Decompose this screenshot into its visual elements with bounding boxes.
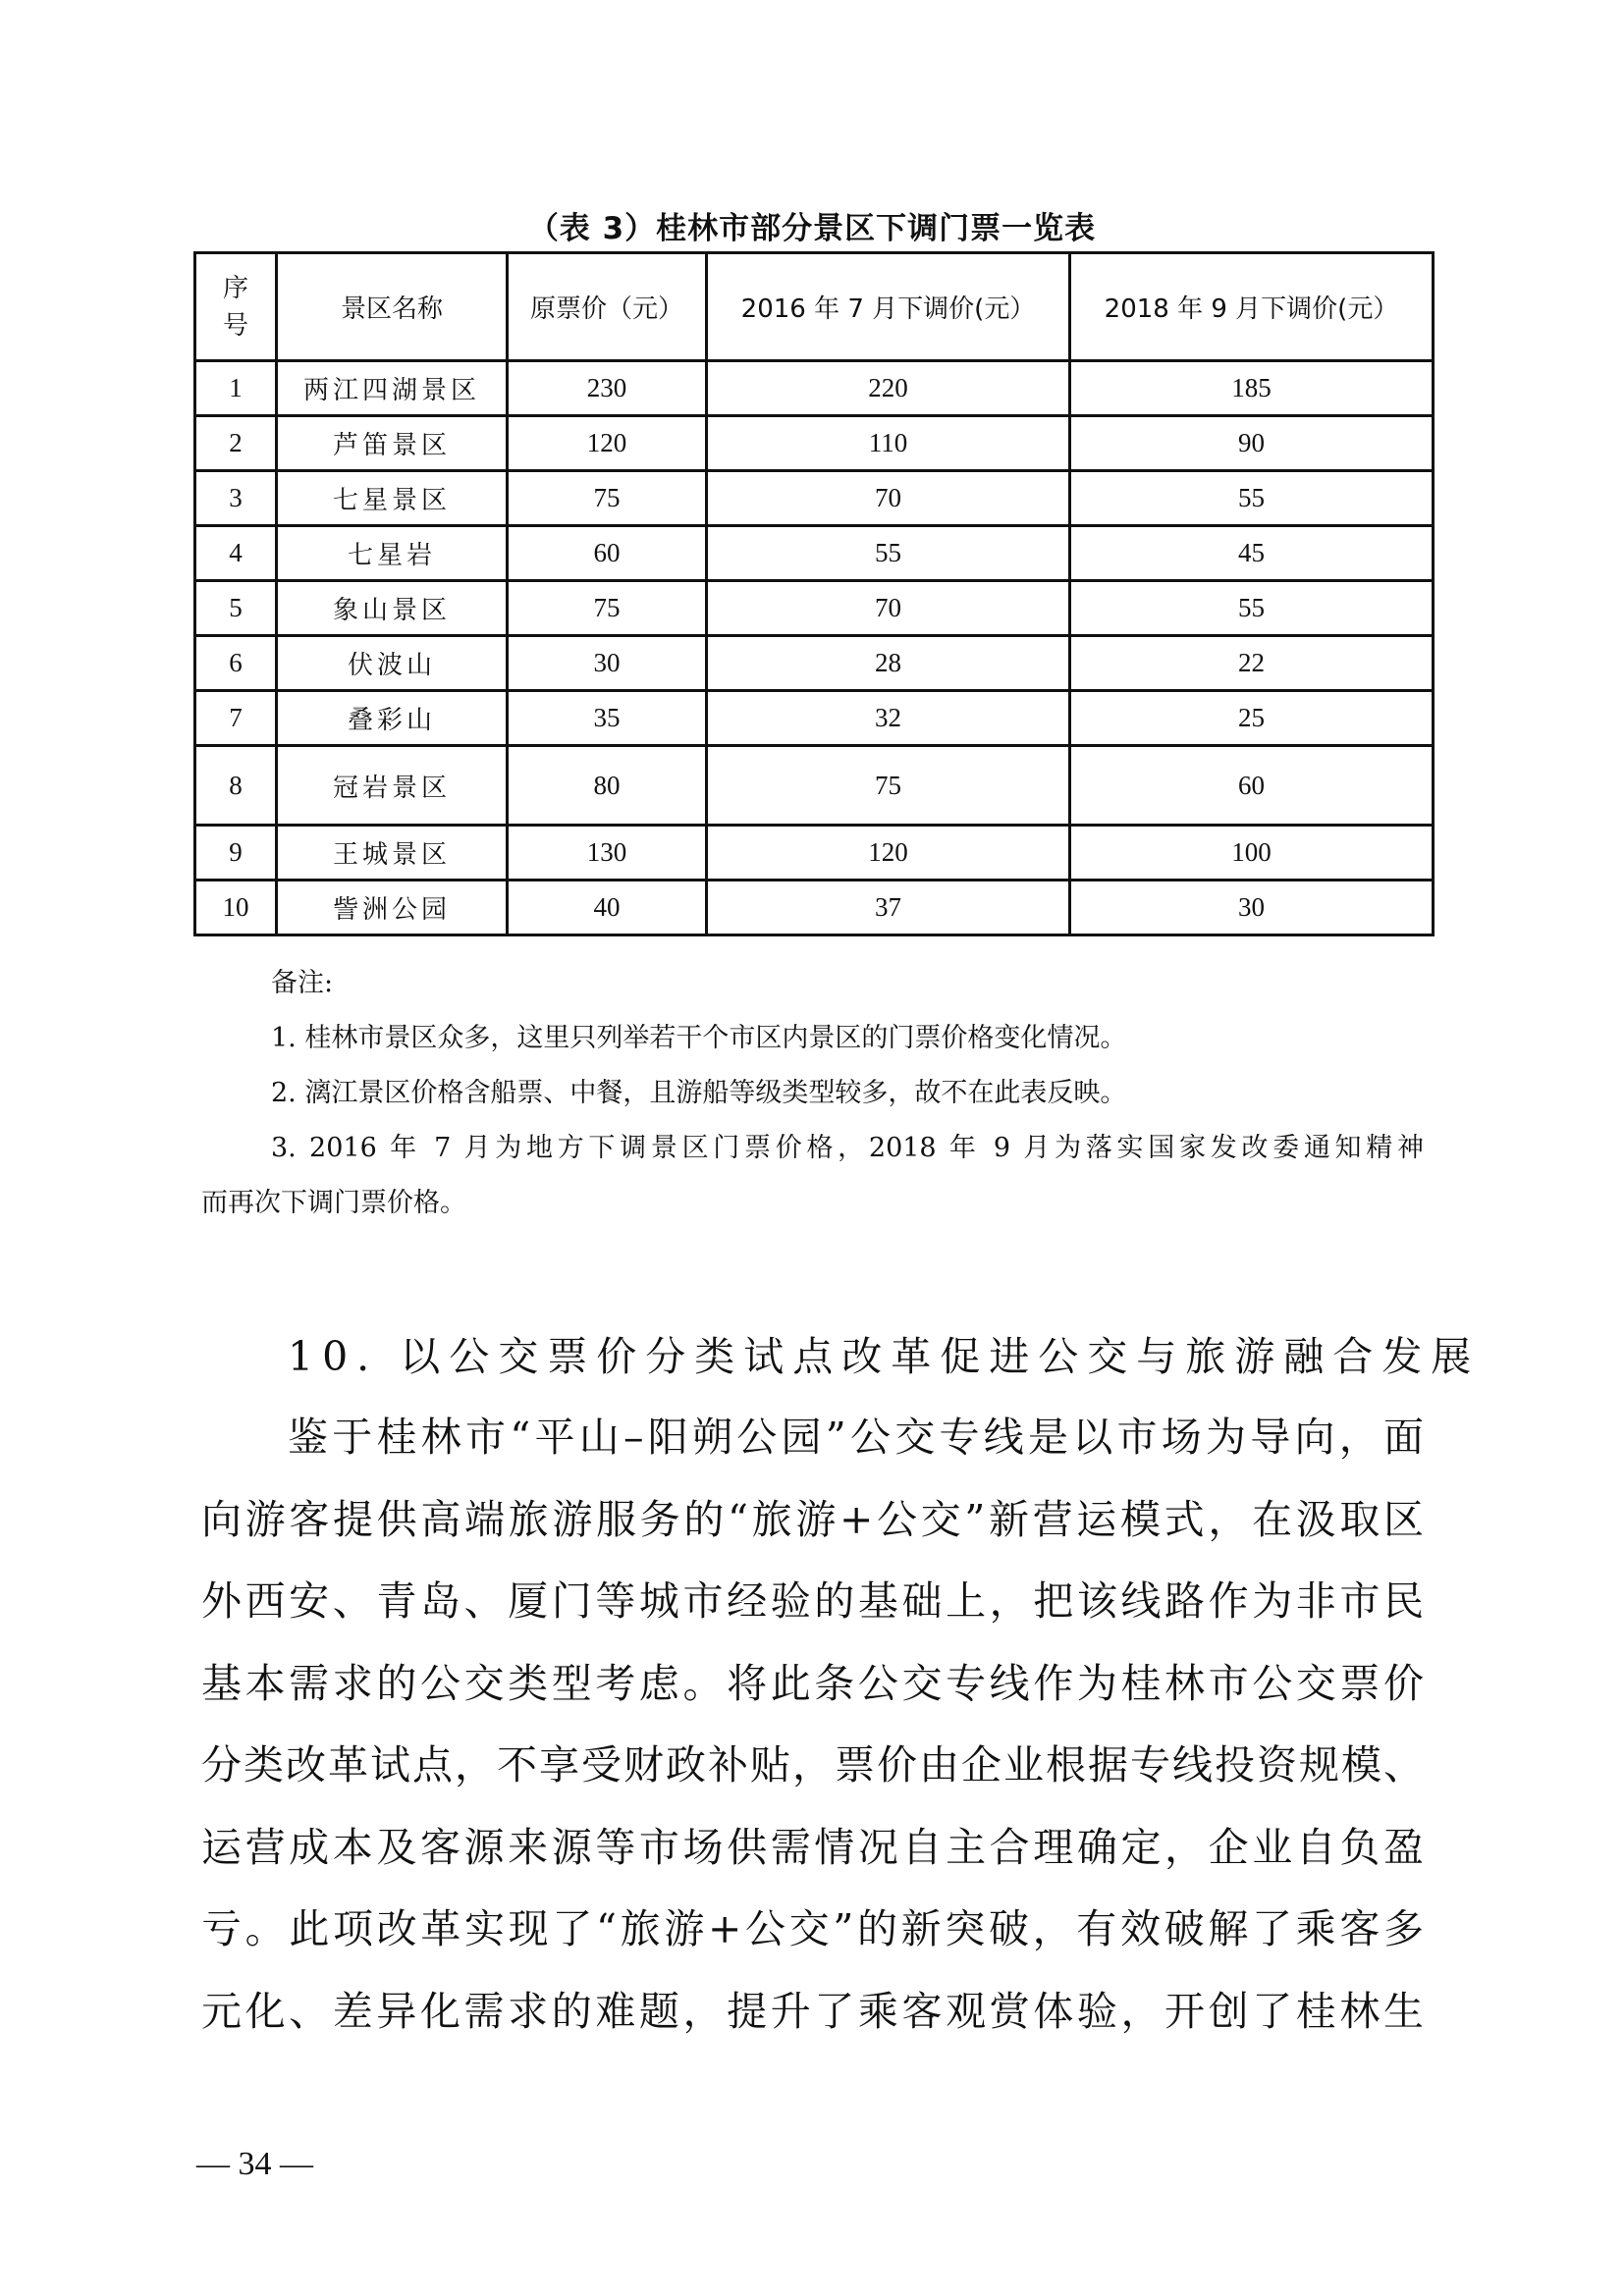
cell-sep2018-price: 185 xyxy=(1070,361,1434,416)
notes xyxy=(201,956,1424,1231)
table-row xyxy=(195,361,1434,416)
cell-jul2016-price: 75 xyxy=(707,746,1070,826)
cell-scenic-name: 王城景区 xyxy=(277,826,508,881)
header-sep2018-price: 2018 年 9 月下调价(元） xyxy=(1070,253,1434,361)
cell-seq: 2 xyxy=(195,416,277,471)
table-row xyxy=(195,881,1434,935)
table-row xyxy=(195,581,1434,636)
page-number: — 34 — xyxy=(196,2146,313,2182)
cell-seq: 6 xyxy=(195,636,277,691)
paragraph-line: 分类改革试点，不享受财政补贴，票价由企业根据专线投资规模、 xyxy=(201,1741,1424,1789)
cell-scenic-name: 叠彩山 xyxy=(277,691,508,746)
cell-original-price: 30 xyxy=(508,636,707,691)
cell-scenic-name: 两江四湖景区 xyxy=(277,361,508,416)
cell-seq: 4 xyxy=(195,526,277,581)
header-seq xyxy=(195,253,277,361)
notes-label: 备注: xyxy=(271,968,334,998)
paragraph-line: 鉴于桂林市“平山–阳朔公园”公交专线是以市场为导向，面 xyxy=(288,1414,1424,1461)
price-table xyxy=(193,251,1435,936)
cell-sep2018-price: 22 xyxy=(1070,636,1434,691)
cell-original-price: 130 xyxy=(508,826,707,881)
table-title: （表 3）桂林市部分景区下调门票一览表 xyxy=(527,211,1097,246)
cell-original-price: 60 xyxy=(508,526,707,581)
table-body xyxy=(195,361,1434,935)
paragraph-line: 元化、差异化需求的难题，提升了乘客观赏体验，开创了桂林生 xyxy=(201,1987,1424,2035)
paragraph-line: 外西安、青岛、厦门等城市经验的基础上，把该线路作为非市民 xyxy=(201,1577,1424,1625)
cell-jul2016-price: 220 xyxy=(707,361,1070,416)
cell-original-price: 80 xyxy=(508,746,707,826)
table-row xyxy=(195,826,1434,881)
cell-seq: 9 xyxy=(195,826,277,881)
table-header-row xyxy=(195,253,1434,361)
cell-sep2018-price: 60 xyxy=(1070,746,1434,826)
cell-jul2016-price: 55 xyxy=(707,526,1070,581)
table-row xyxy=(195,471,1434,526)
table-row xyxy=(195,526,1434,581)
cell-seq: 5 xyxy=(195,581,277,636)
cell-sep2018-price: 100 xyxy=(1070,826,1434,881)
paragraph-line: 亏。此项改革实现了“旅游+公交”的新突破，有效破解了乘客多 xyxy=(201,1905,1424,1952)
note-item-3: 3. 2016 年 7 月为地方下调景区门票价格，2018 年 9 月为落实国家发改委通知精神 xyxy=(271,1133,1424,1163)
cell-original-price: 40 xyxy=(508,881,707,935)
cell-scenic-name: 七星景区 xyxy=(277,471,508,526)
cell-jul2016-price: 37 xyxy=(707,881,1070,935)
cell-original-price: 75 xyxy=(508,581,707,636)
cell-sep2018-price: 45 xyxy=(1070,526,1434,581)
cell-jul2016-price: 28 xyxy=(707,636,1070,691)
cell-sep2018-price: 55 xyxy=(1070,581,1434,636)
cell-jul2016-price: 110 xyxy=(707,416,1070,471)
cell-sep2018-price: 30 xyxy=(1070,881,1434,935)
cell-sep2018-price: 55 xyxy=(1070,471,1434,526)
note-item-2: 2. 漓江景区价格含船票、中餐，且游船等级类型较多，故不在此表反映。 xyxy=(271,1078,1127,1108)
cell-original-price: 35 xyxy=(508,691,707,746)
header-scenic-name: 景区名称 xyxy=(277,253,508,361)
cell-sep2018-price: 25 xyxy=(1070,691,1434,746)
cell-jul2016-price: 70 xyxy=(707,581,1070,636)
cell-scenic-name: 伏波山 xyxy=(277,636,508,691)
cell-scenic-name: 冠岩景区 xyxy=(277,746,508,826)
header-original-price: 原票价（元） xyxy=(508,253,707,361)
cell-sep2018-price: 90 xyxy=(1070,416,1434,471)
cell-jul2016-price: 70 xyxy=(707,471,1070,526)
section-paragraph xyxy=(201,1397,1424,2053)
cell-scenic-name: 訾洲公园 xyxy=(277,881,508,935)
cell-scenic-name: 七星岩 xyxy=(277,526,508,581)
cell-seq: 7 xyxy=(195,691,277,746)
cell-scenic-name: 象山景区 xyxy=(277,581,508,636)
cell-scenic-name: 芦笛景区 xyxy=(277,416,508,471)
cell-original-price: 75 xyxy=(508,471,707,526)
note-item-1: 1. 桂林市景区众多，这里只列举若干个市区内景区的门票价格变化情况。 xyxy=(271,1023,1127,1053)
table-row xyxy=(195,636,1434,691)
cell-seq: 1 xyxy=(195,361,277,416)
section-heading: 10. 以公交票价分类试点改革促进公交与旅游融合发展 xyxy=(288,1333,1481,1380)
cell-seq: 8 xyxy=(195,746,277,826)
paragraph-line: 向游客提供高端旅游服务的“旅游+公交”新营运模式，在汲取区 xyxy=(201,1495,1424,1543)
cell-jul2016-price: 120 xyxy=(707,826,1070,881)
header-seq-line1: 序 xyxy=(222,273,248,303)
paragraph-line: 运营成本及客源来源等市场供需情况自主合理确定，企业自负盈 xyxy=(201,1823,1424,1871)
cell-jul2016-price: 32 xyxy=(707,691,1070,746)
paragraph-line: 基本需求的公交类型考虑。将此条公交专线作为桂林市公交票价 xyxy=(201,1659,1424,1707)
note-item-3-continuation: 而再次下调门票价格。 xyxy=(201,1188,466,1218)
cell-seq: 10 xyxy=(195,881,277,935)
cell-original-price: 230 xyxy=(508,361,707,416)
table-row xyxy=(195,416,1434,471)
cell-original-price: 120 xyxy=(508,416,707,471)
cell-seq: 3 xyxy=(195,471,277,526)
header-jul2016-price: 2016 年 7 月下调价(元） xyxy=(707,253,1070,361)
table-row xyxy=(195,746,1434,826)
header-seq-line2: 号 xyxy=(222,310,248,341)
table-row xyxy=(195,691,1434,746)
